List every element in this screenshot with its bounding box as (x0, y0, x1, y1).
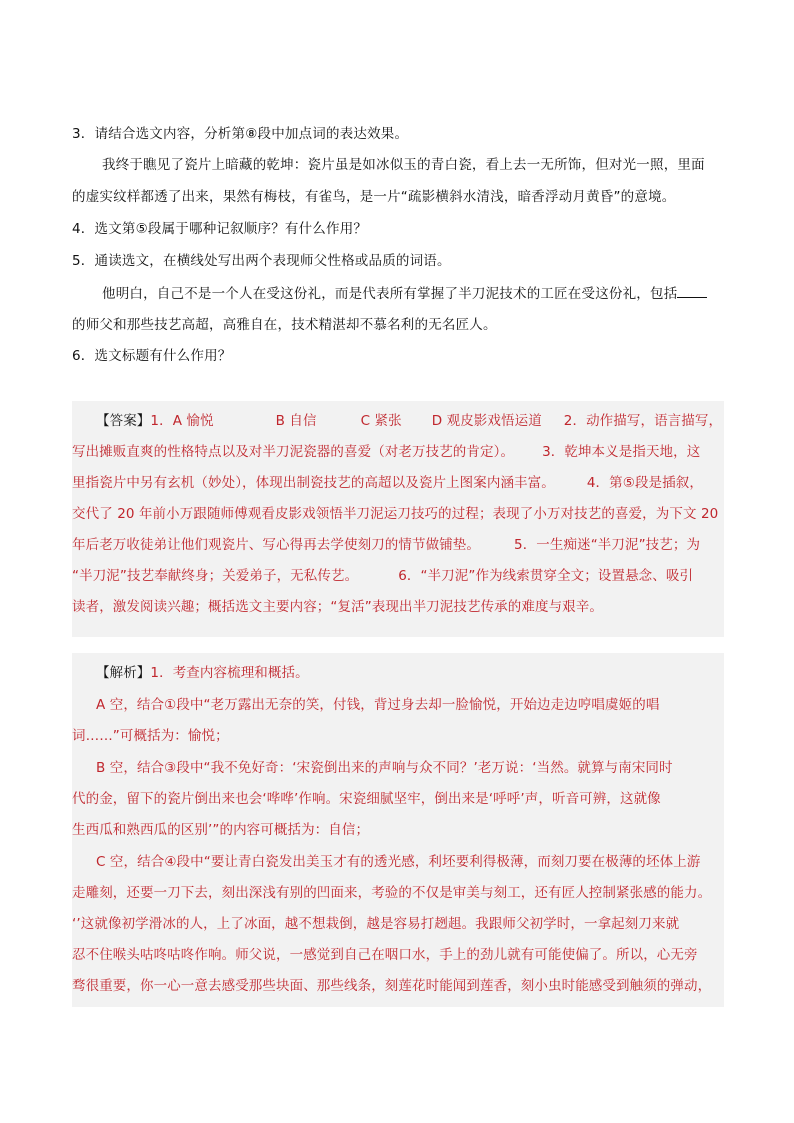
answer-1c: C 紧张 (360, 413, 402, 429)
answer-line-6 (72, 566, 724, 586)
analysis-c-line-2: 走雕刻，还要一刀下去，刻出深浅有别的凹面来，考验的不仅是审美与刻工，还有匠人控制紧张感的能力。 (72, 885, 712, 901)
answer-line-1 (96, 411, 748, 431)
analysis-b-quote: ‘宋瓷倒出来的声响与众不同？’老万说：‘当然。就算与南宋同时 (292, 760, 673, 776)
answer-3: 3．乾坤本义是指天地，这 (542, 444, 701, 460)
answer-6: 6．“半刀泥”作为线索贯穿全文；设置悬念、吸引 (398, 568, 694, 584)
question-3: 3．请结合选文内容，分析第⑧段中加点词的表达效果。 (72, 126, 409, 142)
answer-blank (677, 283, 707, 298)
analysis-b-pre: B 空，结合③段中“我不免好奇： (96, 760, 293, 776)
answer-4-cont: 年后老万收徒弟让他们观瓷片、写心得再去学使刻刀的情节做铺垫。 (72, 537, 480, 553)
question-5-quote-text-1: 他明白，自己不是一个人在受这份礼，而是代表所有掌握了半刀泥技术的工匠在受这份礼，包括 (102, 286, 678, 302)
analysis-c-line-3: ‘’这就像初学滑冰的人，上了冰面，越不想栽倒，越是容易打趔趄。我跟师父初学时，一拿起刻刀来就 (72, 916, 680, 932)
answer-line-3 (72, 473, 724, 493)
answer-5-cont: “半刀泥”技艺奉献终身；关爱弟子，无私传艺。 (72, 568, 359, 584)
answer-1b: B 自信 (275, 413, 317, 429)
answer-2: 2．动作描写，语言描写， (563, 413, 723, 429)
question-4: 4．选文第⑤段属于哪种记叙顺序？有什么作用？ (72, 221, 368, 237)
answer-tag: 【答案】 (96, 413, 151, 429)
answer-line-7: 读者，激发阅读兴趣；概括选文主要内容；“复活”表现出半刀泥技艺传承的难度与艰辛。 (72, 599, 603, 615)
analysis-a-line-1: A 空，结合①段中“老万露出无奈的笑，付钱，背过身去却一脸愉悦，开始边走边哼唱虞姬的唱 (96, 697, 660, 713)
answer-3-cont: 里指瓷片中另有玄机（妙处），体现出制瓷技艺的高超以及瓷片上图案内涵丰富。 (72, 475, 555, 491)
analysis-point-1: 1．考查内容梳理和概括。 (150, 665, 309, 681)
analysis-c-quote: “要让青白瓷发出美玉才有的透光感，利坯要利得极薄，而刻刀要在极薄的坯体上游 (203, 854, 701, 870)
answer-1d: D 观皮影戏悟运道 (431, 413, 542, 429)
analysis-c-pre: C 空，结合④段中 (96, 854, 204, 870)
answer-line-2 (72, 442, 724, 462)
analysis-b-line-2: 代的金，留下的瓷片倒出来也会‘哗哗’作响。宋瓷细腻坚牢，倒出来是‘呼呼’声，听音可辨，这就像 (72, 791, 661, 807)
answer-box (72, 401, 724, 637)
analysis-c-line-1 (96, 852, 748, 872)
analysis-box (72, 653, 724, 1007)
answer-2-cont: 写出摊贩直爽的性格特点以及对半刀泥瓷器的喜爱（对老万技艺的肯定）。 (72, 444, 515, 460)
question-5: 5．通读选文，在横线处写出两个表现师父性格或品质的词语。 (72, 253, 451, 269)
answer-line-5 (72, 535, 724, 555)
answer-4: 4．第⑤段是插叙， (586, 475, 703, 491)
answer-1a: 1．A 愉悦 (150, 413, 214, 429)
question-3-quote-line-1: 我终于瞧见了瓷片上暗藏的乾坤：瓷片虽是如冰似玉的青白瓷，看上去一无所饰，但对光一照，里面 (102, 157, 705, 173)
question-6: 6．选文标题有什么作用？ (72, 348, 232, 364)
question-3-quote-line-2: 的虚实纹样都透了出来，果然有梅枝，有雀鸟，是一片“疏影横斜水清浅，暗香浮动月黄昏”的意境。 (72, 189, 676, 205)
analysis-c-line-4: 忍不住喉头咕咚咕咚作响。师父说，一感觉到自己在咽口水，手上的劲儿就有可能使偏了。所以，心无旁 (72, 947, 698, 963)
analysis-c-line-5: 骛很重要，你一心一意去感受那些块面、那些线条，刻莲花时能闻到莲香，刻小虫时能感受到触须的弹动， (72, 978, 712, 994)
question-5-quote-line-1 (72, 283, 724, 304)
question-5-quote-line-2: 的师父和那些技艺高超，高雅自在，技术精湛却不慕名利的无名匠人。 (72, 317, 497, 333)
analysis-tag: 【解析】 (96, 665, 151, 681)
analysis-a-line-2: 词……”可概括为：愉悦； (72, 728, 229, 744)
answer-5: 5．一生痴迷“半刀泥”技艺；为 (514, 537, 701, 553)
answer-line-4: 交代了 20 年前小万跟随师傅观看皮影戏领悟半刀泥运刀技巧的过程；表现了小万对技艺的喜爱，为下文 20 (72, 506, 719, 522)
analysis-b-line-1 (96, 758, 748, 778)
analysis-b-line-3: 生西瓜和熟西瓜的区别’”的内容可概括为：自信； (72, 822, 370, 838)
analysis-line-1 (96, 663, 748, 683)
